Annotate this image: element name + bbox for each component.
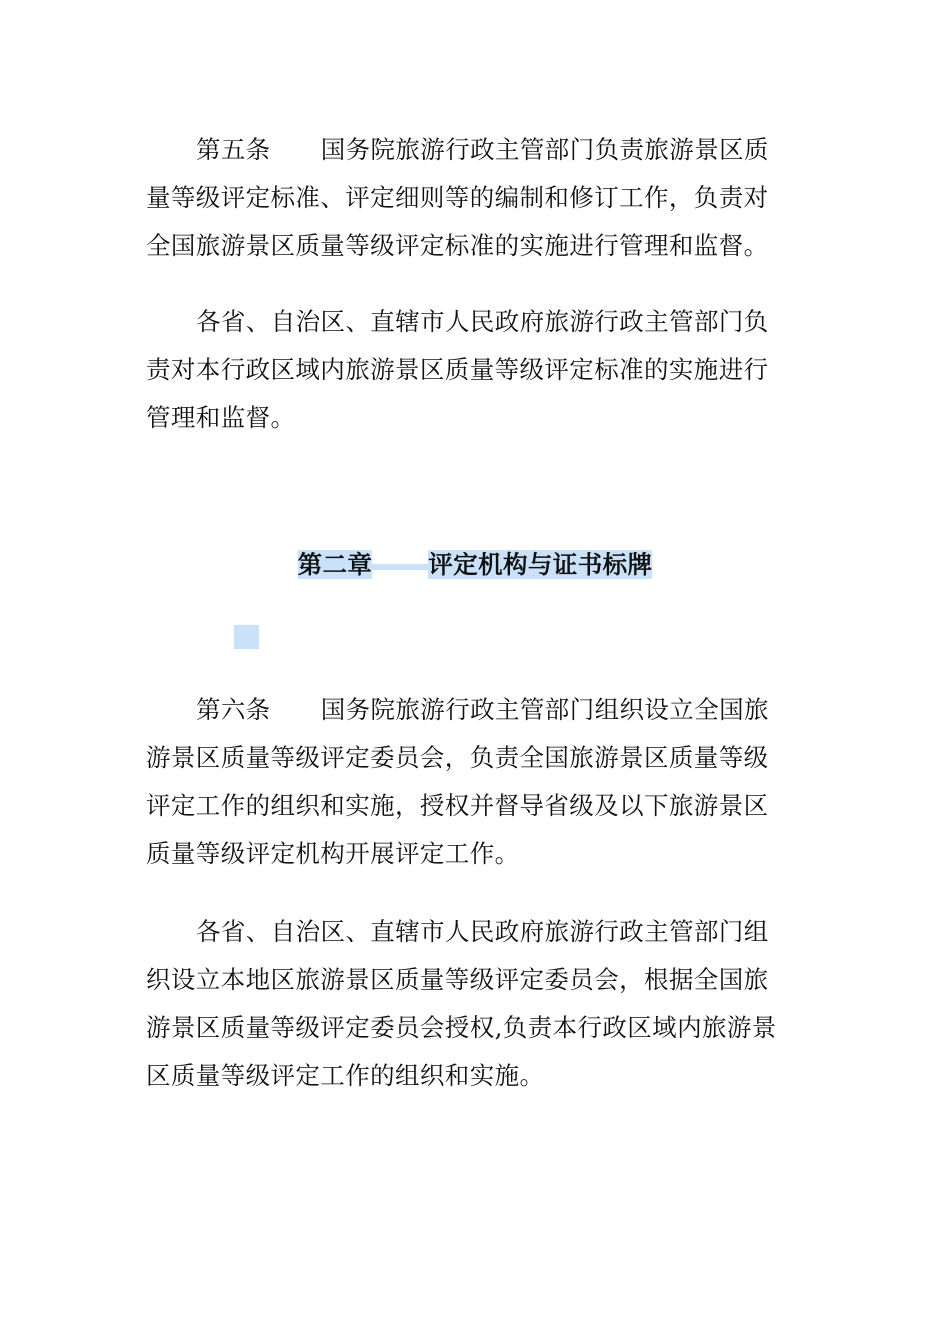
chapter-heading xyxy=(0,548,950,582)
text-line: 区质量等级评定工作的组织和实施。 xyxy=(146,1061,545,1090)
selection-gap xyxy=(372,564,428,570)
article-5-paragraph-2 xyxy=(146,298,796,442)
text-line: 管理和监督。 xyxy=(146,403,296,432)
article-6-paragraph-2 xyxy=(146,908,796,1100)
text-line-content: 国务院旅游行政主管部门组织设立全国旅 xyxy=(320,695,769,724)
text-line: 各省、自治区、直辖市人民政府旅游行政主管部门负 xyxy=(196,307,769,336)
chapter-number: 第二章 xyxy=(297,550,373,579)
text-line xyxy=(146,686,796,734)
selection-highlight-block xyxy=(234,625,259,649)
text-line: 游景区质量等级评定委员会，负责全国旅游景区质量等级 xyxy=(146,743,769,772)
chapter-title: 评定机构与证书标牌 xyxy=(428,550,653,579)
article-number: 第六条 xyxy=(196,695,271,724)
text-line-content: 国务院旅游行政主管部门负责旅游景区质 xyxy=(320,135,769,164)
text-line: 全国旅游景区质量等级评定标准的实施进行管理和监督。 xyxy=(146,231,769,260)
article-5-paragraph-1 xyxy=(146,126,796,270)
text-line: 质量等级评定机构开展评定工作。 xyxy=(146,839,520,868)
article-6-paragraph-1 xyxy=(146,686,796,878)
text-line: 织设立本地区旅游景区质量等级评定委员会，根据全国旅 xyxy=(146,965,769,994)
text-line: 游景区质量等级评定委员会授权,负责本行政区域内旅游景 xyxy=(146,1013,777,1042)
article-number: 第五条 xyxy=(196,135,271,164)
text-line: 量等级评定标准、评定细则等的编制和修订工作，负责对 xyxy=(146,183,769,212)
text-line: 评定工作的组织和实施，授权并督导省级及以下旅游景区 xyxy=(146,791,769,820)
text-line: 各省、自治区、直辖市人民政府旅游行政主管部门组 xyxy=(196,917,769,946)
text-line: 责对本行政区域内旅游景区质量等级评定标准的实施进行 xyxy=(146,355,769,384)
text-line xyxy=(146,126,796,174)
